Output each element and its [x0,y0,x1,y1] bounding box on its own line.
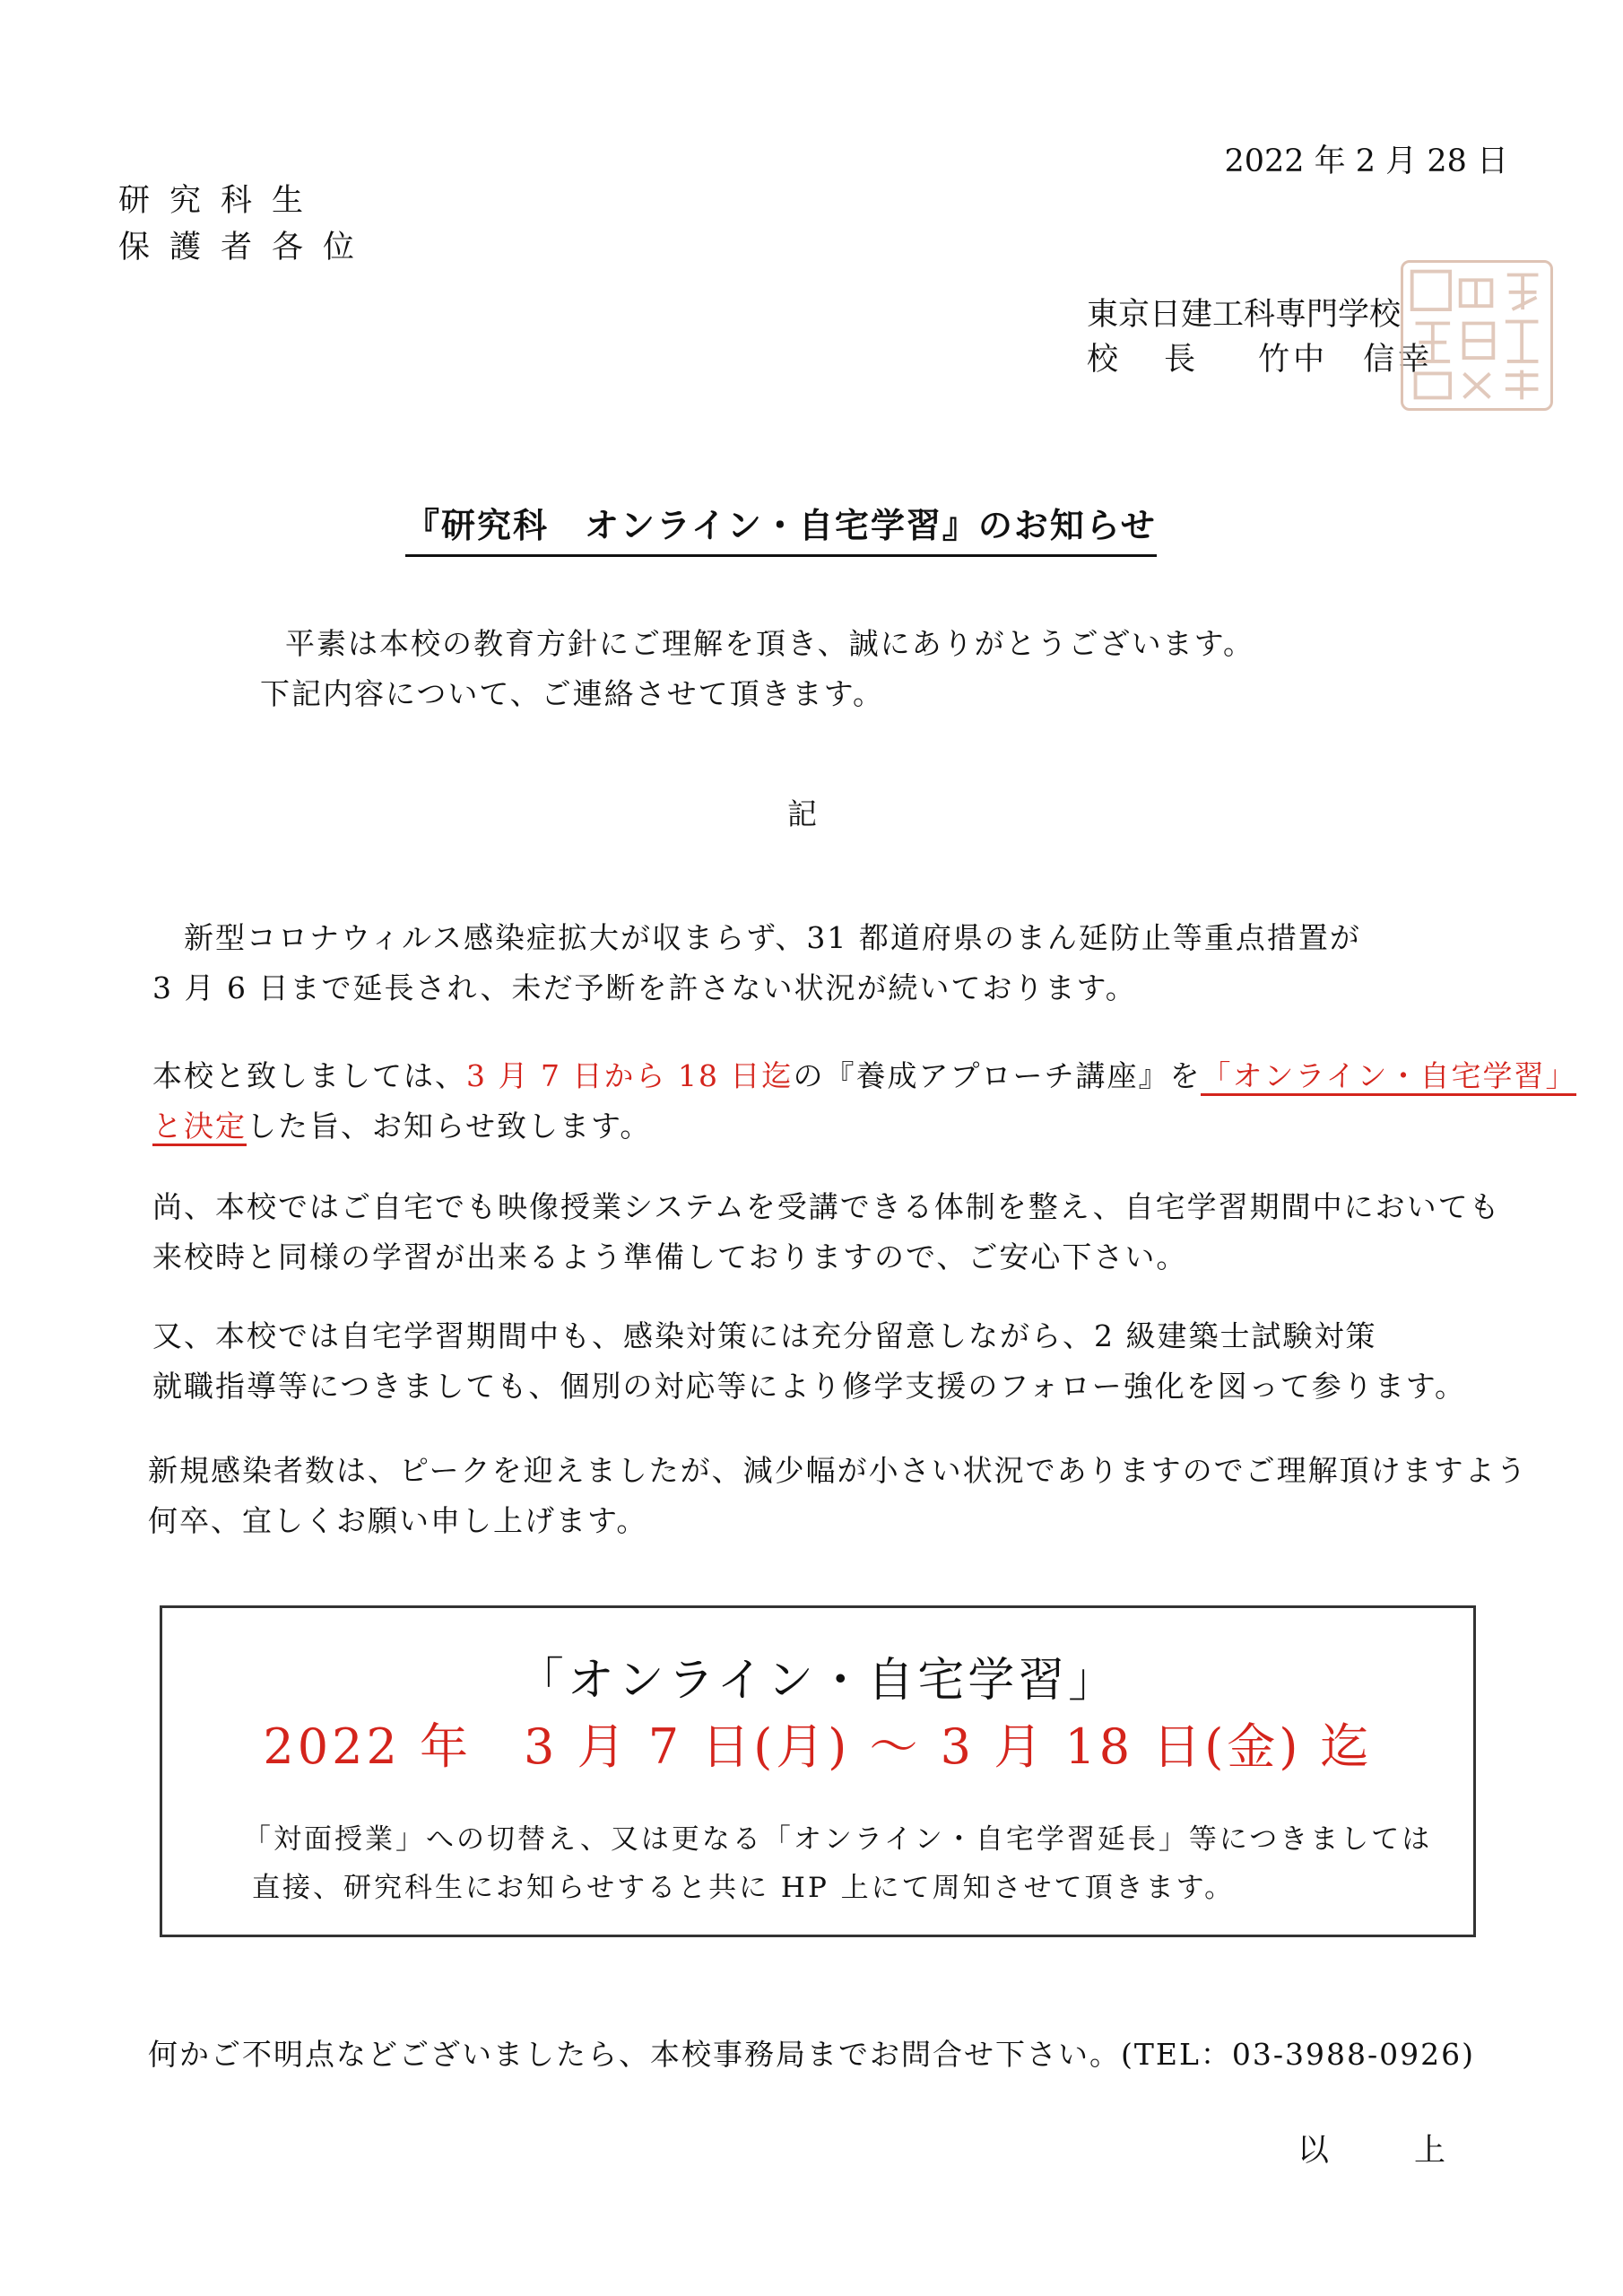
paragraph-1-line-1: 新型コロナウィルス感染症拡大が収まらず、31 都道府県のまん延防止等重点措置が [184,920,1361,955]
online-study-notice-box [160,1605,1476,1937]
greeting-line-1: 平素は本校の教育方針にご理解を頂き、誠にありがとうございます。 [285,626,1255,661]
box-note-line-1: 「対面授業」への切替え、又は更なる「オンライン・自宅学習延長」等につきましては [243,1823,1433,1856]
paragraph-2-line-2 [152,1101,651,1152]
closing-mark: 以 上 [1297,2133,1472,2169]
principal-name: 竹中 信幸 [1258,342,1434,378]
paragraph-2-decided: と決定 [152,1109,247,1146]
paragraph-5-line-1: 新規感染者数は、ピークを迎えましたが、減少幅が小さい状況でありますのでご理解頂けますよう [148,1453,1528,1488]
paragraph-1-line-2: 3 月 6 日まで延長され、未だ予断を許さない状況が続いております。 [152,970,1137,1005]
ki-marker: 記 [787,796,819,831]
paragraph-2-line-1 [152,1051,1576,1101]
paragraph-2-pre: 本校と致しましては、 [152,1058,466,1093]
paragraph-2-mid: の『養成アプローチ講座』を [793,1058,1202,1093]
document-date: 2022 年 2 月 28 日 [1224,144,1508,179]
document-title: 『研究科 オンライン・自宅学習』のお知らせ [405,498,1157,557]
seal-icon [1403,263,1550,408]
recipient-line-1: 研究科生 [118,183,324,219]
recipient-block [118,178,374,271]
school-seal-stamp [1401,260,1553,411]
sender-block [1087,292,1433,382]
paragraph-2-dates: 3 月 7 日から 18 日迄 [466,1058,794,1093]
paragraph-2-post: した旨、お知らせ致します。 [247,1109,652,1144]
paragraph-3-line-1: 尚、本校ではご自宅でも映像授業システムを受講できる体制を整え、自宅学習期間中においても [152,1189,1501,1224]
box-heading: 「オンライン・自宅学習」 [516,1654,1119,1708]
paragraph-2-decision: 「オンライン・自宅学習」 [1201,1058,1576,1096]
box-note-line-2: 直接、研究科生にお知らせすると共に HP 上にて周知させて頂きます。 [252,1872,1236,1904]
contact-line: 何かご不明点などございましたら、本校事務局までお問合せ下さい。(TEL：03-3988-0926) [148,2037,1476,2072]
school-name: 東京日建工科専門学校 [1087,297,1402,333]
paragraph-4-line-1: 又、本校では自宅学習期間中も、感染対策には充分留意しながら、2 級建築士試験対策 [152,1318,1377,1353]
paragraph-3-line-2: 来校時と同様の学習が出来るよう準備しておりますので、ご安心下さい。 [152,1239,1188,1274]
greeting-line-2: 下記内容について、ご連絡させて頂きます。 [260,676,885,711]
principal-line [1087,337,1433,382]
box-period: 2022 年 3 月 7 日(月) ～ 3 月 18 日(金) 迄 [263,1718,1373,1775]
paragraph-4-line-2: 就職指導等につきましても、個別の対応等により修学支援のフォロー強化を図って参ります。 [152,1369,1467,1404]
recipient-line-2: 保護者各位 [118,230,375,265]
principal-role: 校 長 [1087,342,1214,378]
paragraph-5-line-2: 何卒、宜しくお願い申し上げます。 [148,1503,648,1538]
